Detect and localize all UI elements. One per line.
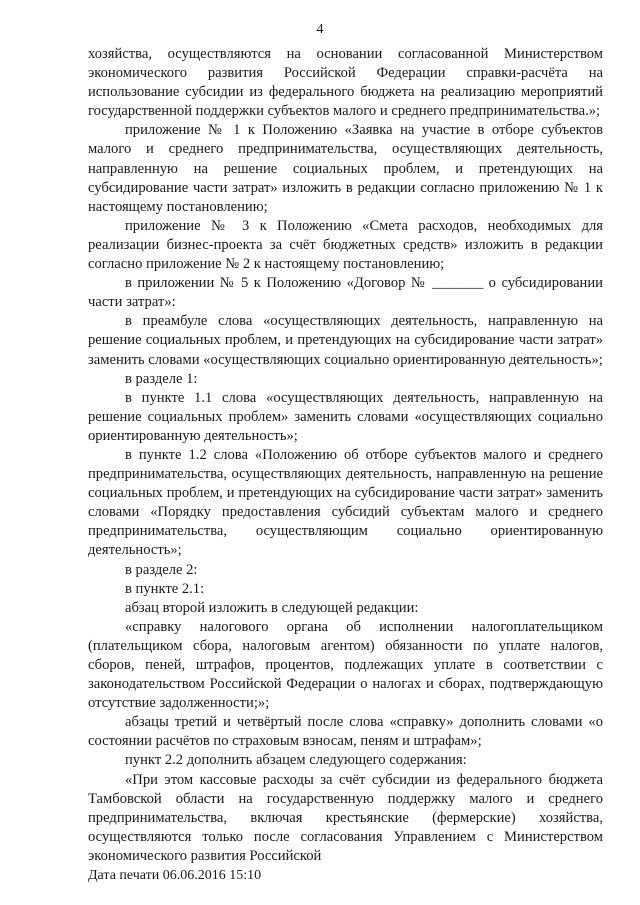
document-body	[88, 45, 603, 866]
paragraph-clause-2-1: в пункте 2.1:	[125, 580, 205, 597]
paragraph-section-2: в разделе 2:	[125, 561, 198, 578]
print-date: Дата печати 06.06.2016 15:10	[88, 868, 262, 883]
paragraph-clause-2-2: пункт 2.2 дополнить абзацем следующего содержания:	[125, 752, 467, 769]
paragraph-cash-expenses: «При этом кассовые расходы за счёт субсидии из федерального бюджета Тамбовской области на государственную поддержку малого и среднего предпринимательства, включая крестьянские (фермерские) хозяйства, осуществляются только после согласования Управлением с Министерством экономического развития Российской	[88, 771, 603, 864]
paragraph-appendix-5: в приложении № 5 к Положению «Договор № _______ о субсидировании части затрат»:	[88, 275, 603, 311]
page-number: 4	[316, 22, 324, 37]
paragraph-appendix-3: приложение № 3 к Положению «Смета расходов, необходимых для реализации бизнес-проекта за счёт бюджетных средств» изложить в редакции согласно приложение № 2 к настоящему постановлению;	[88, 217, 603, 273]
paragraph-second-subparagraph: абзац второй изложить в следующей редакции:	[125, 599, 419, 616]
paragraph-preamble: в преамбуле слова «осуществляющих деятельность, направленную на решение социальных проблем, и претендующих на субсидирование части затрат» заменить словами «осуществляющих социально ориентированную деятельность»;	[88, 313, 603, 368]
paragraph-section-1: в разделе 1:	[125, 370, 198, 387]
paragraph-third-fourth: абзацы третий и четвёртый после слова «справку» дополнить словами «о состоянии расчётов по страховым взносам, пеням и штрафам»;	[88, 714, 603, 750]
paragraph-clause-1-2: в пункте 1.2 слова «Положению об отборе субъектов малого и среднего предпринимательства, осуществляющих деятельность, направленную на решение социальных проблем, и претендующих на субсидирование части затрат» заменить словами «Порядку предоставления субсидий субъектам малого и среднего предпринимательства, осуществляющим социально ориентированную деятельность»;	[88, 446, 603, 559]
paragraph-clause-1-1: в пункте 1.1 слова «осуществляющих деятельность, направленную на решение социальных проблем» заменить словами «осуществляющих социально ориентированную деятельность»;	[88, 389, 603, 444]
paragraph-continuation: хозяйства, осуществляются на основании согласованной Министерством экономического развития Российской Федерации справки-расчёта на использование субсидии из федерального бюджета на реализацию мероприятий государственной поддержки субъектов малого и среднего предпринимательства.»;	[88, 46, 603, 120]
paragraph-appendix-1: приложение № 1 к Положению «Заявка на участие в отборе субъектов малого и среднего предпринимательства, осуществляющих деятельность, направленную на решение социальных проблем, и претендующих на субсидирование части затрат» изложить в редакции согласно приложению № 1 к настоящему постановлению;	[88, 122, 603, 215]
paragraph-tax-certificate: «справку налогового органа об исполнении налогоплательщиком (плательщиком сбора, налоговым агентом) обязанности по уплате налогов, сборов, пеней, штрафов, процентов, подлежащих уплате в соответствии с законодательством Российской Федерации о налогах и сборах, подтверждающую отсутствие задолженности;»;	[88, 618, 603, 712]
